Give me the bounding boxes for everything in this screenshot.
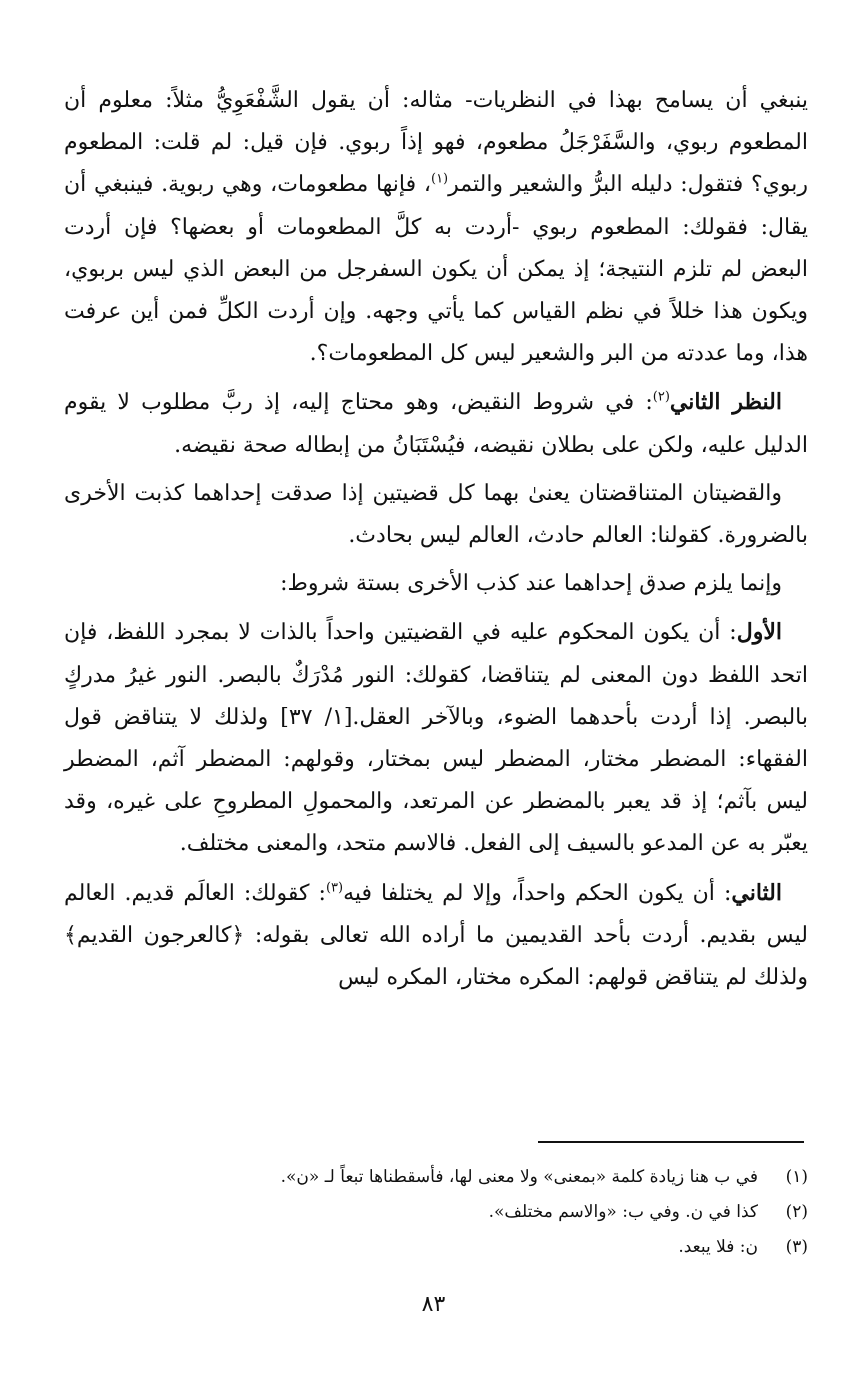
footnote-marker-3[interactable]: (٣)	[325, 880, 344, 896]
paragraph-text-continued: ، فإنها مطعومات، وهي ربوية. فينبغي أن يقال: فقولك: المطعوم ربوي -أردت به كلَّ المطعومات أو بعضها؟ فإن أردت البعض لم تلزم النتيجة؛ إذ يمكن أن يكون السفرجل من البعض الذي ليس بربوي، ويكون هذا خللاً في نظم القياس كما يأتي وجهه. وإن أردت الكلِّ فمن أين عرفت هذا، وما عددته من البر والشعير ليس كل المطعومات؟.	[64, 172, 808, 367]
main-text	[64, 80, 808, 1005]
footnote-number: (٢)	[785, 1202, 808, 1222]
footnotes	[180, 1160, 808, 1265]
paragraph-2	[64, 381, 808, 466]
footnote-1	[180, 1160, 808, 1195]
paragraph-6	[64, 872, 808, 1000]
footnote-marker-1[interactable]: (١)	[430, 172, 449, 188]
footnote-marker-2[interactable]: (٢)	[652, 390, 670, 406]
footnote-3	[180, 1230, 808, 1265]
paragraph-3	[64, 473, 808, 557]
footnote-2	[180, 1195, 808, 1230]
footnote-number: (٣)	[785, 1237, 808, 1257]
paragraph-text: والقضيتان المتناقضتان يعنىٰ بهما كل قضيتين إذا صدقت إحداهما كذبت الأخرى بالضرورة. كقولنا: العالم حادث، العالم ليس بحادث.	[64, 480, 808, 549]
paragraph-text-continued: : كقولك: العالَم قديم. العالم ليس بقديم. أردت بأحد القديمين ما أراده الله تعالى بقوله: ﴿كالعرجون القديم﴾ ولذلك لم يتناقض قولهم: المكره مختار، المكره ليس	[64, 880, 808, 991]
paragraph-5	[64, 611, 808, 865]
paragraph-lead: الثاني	[731, 879, 782, 906]
footnote-divider	[538, 1141, 804, 1143]
paragraph-lead: النظر الثاني	[669, 389, 782, 416]
paragraph-4	[64, 563, 808, 605]
paragraph-1	[64, 80, 808, 375]
footnote-text: ن: فلا يبعد.	[678, 1237, 758, 1257]
footnote-number: (١)	[785, 1167, 808, 1187]
page-number: ٨٣	[421, 1292, 446, 1317]
paragraph-text: ينبغي أن يسامح بهذا في النظريات- مثاله: أن يقول الشَّفْعَوِيُّ مثلاً: معلوم أن المطعوم ربوي، والسَّفَرْجَلُ مطعوم، فهو إذاً ربوي. فإن قيل: لم قلت: المطعوم ربوي؟ فتقول: دليله البرُّ والشعير والتمر	[64, 88, 808, 198]
paragraph-lead: الأول	[736, 619, 782, 646]
paragraph-text: : أن يكون المحكوم عليه في القضيتين واحداً بالذات لا بمجرد اللفظ، فإن اتحد اللفظ دون المعنى لم يتناقضا، كقولك: النور مُدْرَكٌ بالبصر. النور غيرُ مدركٍ بالبصر. إذا أردت بأحدهما الضوء، وبالآخر العقل.[١/ ٣٧] ولذلك لا يتناقض قول الفقهاء: المضطر مختار، المضطر ليس بمختار، وقولهم: المضطر آثم، المضطر ليس بآثم؛ إذ قد يعبر بالمضطر عن المرتعد، والمحمولِ المطروحِ على غيره، وقد يعبّر به عن المدعو بالسيف إلى الفعل. فالاسم متحد، والمعنى مختلف.	[64, 620, 808, 857]
paragraph-text: وإنما يلزم صدق إحداهما عند كذب الأخرى بستة شروط:	[280, 571, 782, 597]
paragraph-text: : أن يكون الحكم واحداً، وإلا لم يختلفا فيه	[343, 880, 732, 906]
paragraph-text-continued: : في شروط النقيض، وهو محتاج إليه، إذ ربَّ مطلوب لا يقوم الدليل عليه، ولكن على بطلان نقيضه، فيُسْتَبَانُ من إبطاله صحة نقيضه.	[64, 390, 808, 458]
footnote-text: في ب هنا زيادة كلمة «بمعنى» ولا معنى لها، فأسقطناها تبعاً لـ «ن».	[280, 1167, 758, 1187]
footnote-text: كذا في ن. وفي ب: «والاسم مختلف».	[488, 1202, 758, 1222]
